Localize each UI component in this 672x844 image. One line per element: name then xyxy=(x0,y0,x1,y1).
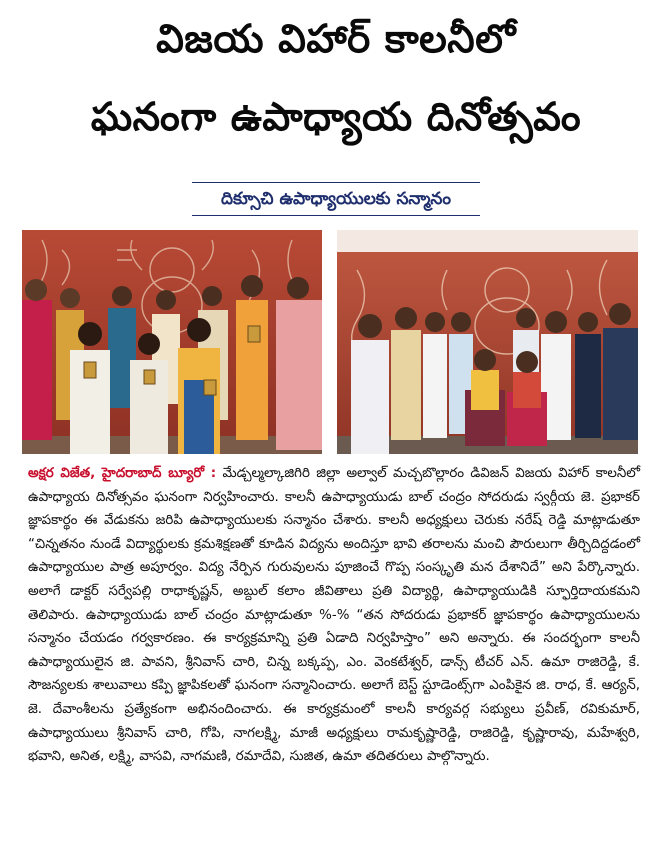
article-dateline: అక్షర విజేత, హైదరాబాద్ బ్యూరో : xyxy=(28,466,217,481)
event-photo-felicitation xyxy=(22,230,322,454)
article-text: మేడ్చల్మల్కాజిగిరి జిల్లా అల్వాల్ మచ్చబొల్లారం డివిజన్ విజయ విహార్ కాలనీలో ఉపాధ్యాయ దినోత్సవం ఘనంగా నిర్వహించారు. కాలనీ ఉపాధ్యాయుడు బాల్ చంద్రం సోదరుడు స్వర్గీయ జె. ప్రభాకర్ జ్ఞాపకార్థం ఈ వేడుకను జరిపి ఉపాధ్యాయులకు సన్మానం చేశారు. కాలనీ అధ్యక్షులు చెరుకు నరేష్ రెడ్డి మాట్లాడుతూ “చిన్నతనం నుండే విద్యార్థులకు క్రమశిక్షణతో కూడిన విద్యను అందిస్తూ భావి తరాలను మంచి పౌరులుగా తీర్చిదిద్దడంలో ఉపాధ్యాయుల పాత్ర అపూర్వం. విద్య నేర్పిన గురువులను పూజించే గొప్ప సంస్కృతి మన దేశానిదే” అని పేర్కొన్నారు. అలాగే డాక్టర్ సర్వేపల్లి రాధాకృష్ణన్, అబ్దుల్ కలాం జీవితాలు ప్రతి విద్యార్థి, ఉపాధ్యాయుడికి స్ఫూర్తిదాయకమని తెలిపారు. ఉపాధ్యాయుడు బాల్ చంద్రం మాట్లాడుతూ %-% “తన సోదరుడు ప్రభాకర్ జ్ఞాపకార్థం ఉపాధ్యాయులను సన్మానం చేయడం గర్వకారణం. ఈ కార్యక్రమాన్ని ప్రతి ఏడాది నిర్వహిస్తాం” అని అన్నారు. ఈ సందర్భంగా కాలనీ ఉపాధ్యాయులైన జి. పావని, శ్రీనివాస్ చారి, చిన్న బక్కప్ప, ఎం. వెంకటేశ్వర్, డాన్స్ టీచర్ ఎన్. ఉమా రాజిరెడ్డి, కే. సౌజన్యలకు శాలువాలు కప్పి జ్ఞాపికలతో ఘనంగా సన్మానించారు. అలాగే బెస్ట్ స్టూడెంట్స్‌గా ఎంపికైన జి. రాధ, కే. ఆర్యన్, జె. దేవాంశీలను ప్రత్యేకంగా అభినందించారు. ఈ కార్యక్రమంలో కాలనీ కార్యవర్గ సభ్యులు ప్రవీణ్, రవికుమార్, ఉపాధ్యాయులు శ్రీనివాస్ చారి, గోపి, నాగలక్ష్మి, మాజీ అధ్యక్షులు రామకృష్ణారెడ్డి, రాజిరెడ్డి, కృష్ణారావు, మహేశ్వరి, భవాని, అనిత, లక్ష్మి, వాసవి, నాగమణి, రమాదేవి, సుజిత, ఉమా తదితరులు పాల్గొన్నారు. xyxy=(28,466,640,765)
article-body xyxy=(28,462,640,769)
event-photo-group xyxy=(337,230,638,454)
felicitation-photo-illustration xyxy=(22,230,322,454)
headline-line-1: విజయ విహార్ కాలనీలో xyxy=(156,17,516,62)
subheadline: దిక్సూచి ఉపాధ్యాయులకు సన్మానం xyxy=(192,182,480,216)
headline-line-2: ఘనంగా ఉపాధ్యాయ దినోత్సవం xyxy=(90,95,582,140)
group-photo-illustration xyxy=(337,230,638,454)
